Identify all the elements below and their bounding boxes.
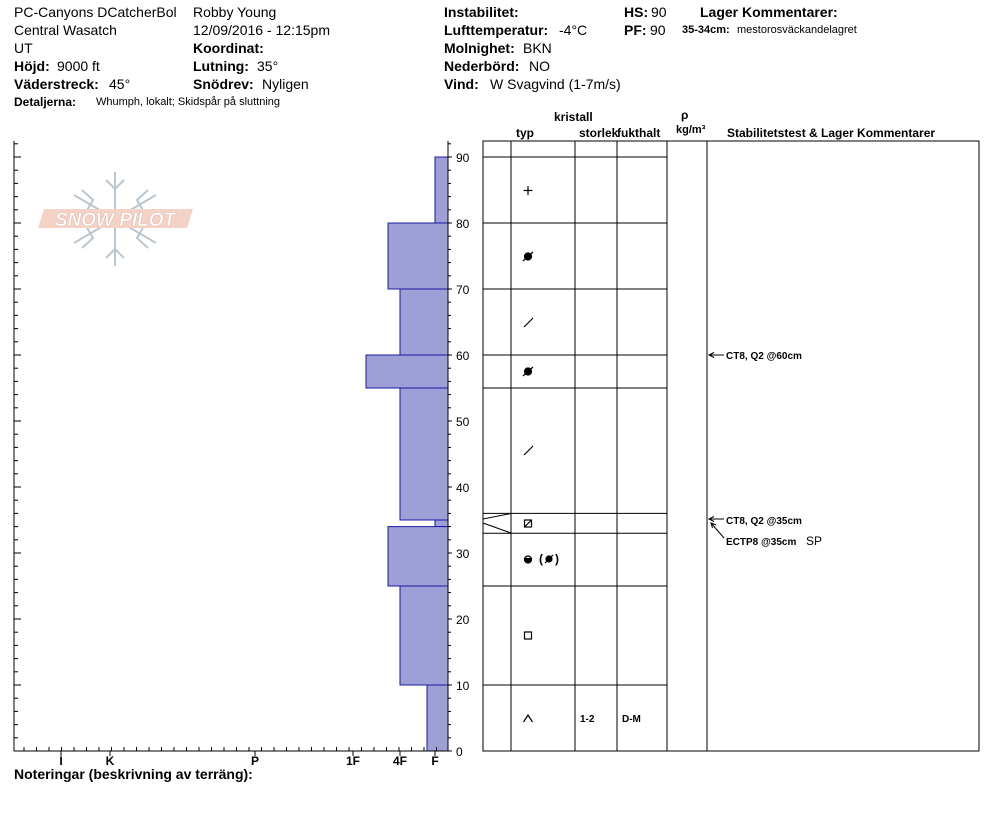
- depth-tick-labels: [456, 151, 470, 759]
- hardness-bar: [427, 685, 448, 751]
- depth-tick-label: 10: [456, 679, 470, 693]
- drift-label: Snödrev:: [193, 76, 254, 92]
- hs-value: 90: [651, 4, 667, 20]
- air-temp-value: -4°C: [559, 22, 588, 38]
- wetness-header: fukthalt: [617, 126, 661, 140]
- depth-tick-label: 70: [456, 283, 470, 297]
- layer-table: [483, 141, 979, 751]
- observer-name: Robby Young: [193, 4, 277, 20]
- depth-tick-label: 60: [456, 349, 470, 363]
- density-rho-header: ρ: [681, 108, 689, 122]
- type-header: typ: [516, 126, 534, 140]
- notes-label: Noteringar (beskrivning av terräng):: [14, 766, 253, 782]
- hardness-bar: [388, 223, 448, 289]
- hardness-tick-label: K: [105, 754, 115, 768]
- slope-value: 35°: [257, 58, 279, 74]
- depth-tick-label: 0: [456, 745, 463, 759]
- hardness-bar: [366, 355, 448, 388]
- wind-value: W Svagvind (1-7m/s): [490, 76, 621, 92]
- layer-comment-text: mestorosväckandelagret: [737, 24, 857, 36]
- coordinate-label: Koordinat:: [193, 40, 264, 56]
- pf-value: 90: [650, 22, 666, 38]
- stability-test-suffix: SP: [806, 534, 823, 548]
- details-label: Detaljerna:: [14, 95, 77, 109]
- hardness-tick-label: I: [59, 754, 63, 768]
- layer-comments-label: Lager Kommentarer:: [700, 4, 838, 20]
- hardness-bars: [366, 157, 448, 751]
- depth-tick-label: 50: [456, 415, 470, 429]
- slope-label: Lutning:: [193, 58, 249, 74]
- depth-tick-label: 90: [456, 151, 470, 165]
- elevation-label: Höjd:: [14, 58, 50, 74]
- hardness-bar: [400, 388, 448, 520]
- depth-tick-label: 20: [456, 613, 470, 627]
- stability-test-label: ECTP8 @35cm: [726, 537, 797, 548]
- logo-text: SNOW PILOT: [54, 210, 176, 231]
- details-value: Whumph, lokalt; Skidspår på sluttning: [96, 96, 281, 108]
- hardness-tick-labels: [59, 754, 438, 768]
- rounding-facets-icon: [523, 367, 533, 376]
- hardness-tick-label: 1F: [345, 754, 361, 768]
- rounding-facets-icon: [523, 252, 533, 261]
- faceted-crystal-icon: [525, 632, 532, 639]
- elevation-value: 9000 ft: [57, 58, 100, 74]
- snowpilot-logo: [38, 172, 193, 266]
- depth-tick-label: 80: [456, 217, 470, 231]
- aspect-label: Väderstreck:: [14, 76, 99, 92]
- stability-test-arrows: [709, 353, 724, 539]
- depth-tick-label: 40: [456, 481, 470, 495]
- hardness-tick-label: P: [250, 754, 260, 768]
- drift-value: Nyligen: [262, 76, 309, 92]
- aspect-value: 45°: [109, 76, 131, 92]
- grain-symbols: [523, 186, 553, 722]
- precipitation-particle-icon: [524, 186, 533, 195]
- crystal-header: kristall: [554, 110, 593, 124]
- left-depth-ticks: [14, 144, 452, 751]
- hardness-bar: [435, 157, 448, 223]
- instability-label: Instabilitet:: [444, 4, 519, 20]
- melt-form-icon: [525, 556, 532, 563]
- precip-value: NO: [529, 58, 550, 74]
- grain-secondary-close: ): [555, 552, 559, 566]
- mixed-form-icon: [525, 520, 532, 527]
- hardness-bar: [400, 586, 448, 685]
- hs-label: HS:: [624, 4, 649, 20]
- layer-connector: [483, 523, 511, 533]
- hardness-bar: [435, 520, 448, 527]
- hardness-bar: [388, 527, 448, 586]
- stability-test-label: CT8, Q2 @60cm: [726, 351, 802, 362]
- rounding-facets-icon: [545, 555, 553, 563]
- cloud-value: BKN: [523, 40, 552, 56]
- hardness-tick-label: F: [431, 754, 439, 768]
- size-header: storlek: [579, 126, 619, 140]
- wetness-value: D-M: [622, 714, 641, 725]
- hardness-bar: [400, 289, 448, 355]
- air-temp-label: Lufttemperatur:: [444, 22, 549, 38]
- grain-size-value: 1-2: [580, 714, 595, 725]
- depth-tick-label: 30: [456, 547, 470, 561]
- layer-connector: [483, 514, 511, 520]
- mountain-range: Central Wasatch: [14, 22, 117, 38]
- stability-test-label: CT8, Q2 @35cm: [726, 516, 802, 527]
- grain-secondary-open: (: [539, 552, 543, 566]
- precip-label: Nederbörd:: [444, 58, 520, 74]
- pf-label: PF:: [624, 22, 647, 38]
- density-unit-header: kg/m³: [676, 124, 706, 136]
- layer-comment-depth: 35-34cm:: [682, 24, 730, 36]
- depth-hoar-icon: [524, 715, 533, 722]
- state: UT: [14, 40, 33, 56]
- decomposing-fragments-icon: [524, 446, 533, 455]
- cloud-label: Molnighet:: [444, 40, 515, 56]
- layer-connectors: [483, 514, 511, 534]
- decomposing-fragments-icon: [524, 318, 533, 327]
- stability-header: Stabilitetstest & Lager Kommentarer: [727, 126, 936, 140]
- location-name: PC-Canyons DCatcherBol: [14, 4, 177, 20]
- observation-datetime: 12/09/2016 - 12:15pm: [193, 22, 330, 38]
- wind-label: Vind:: [444, 76, 479, 92]
- hardness-tick-label: 4F: [392, 754, 408, 768]
